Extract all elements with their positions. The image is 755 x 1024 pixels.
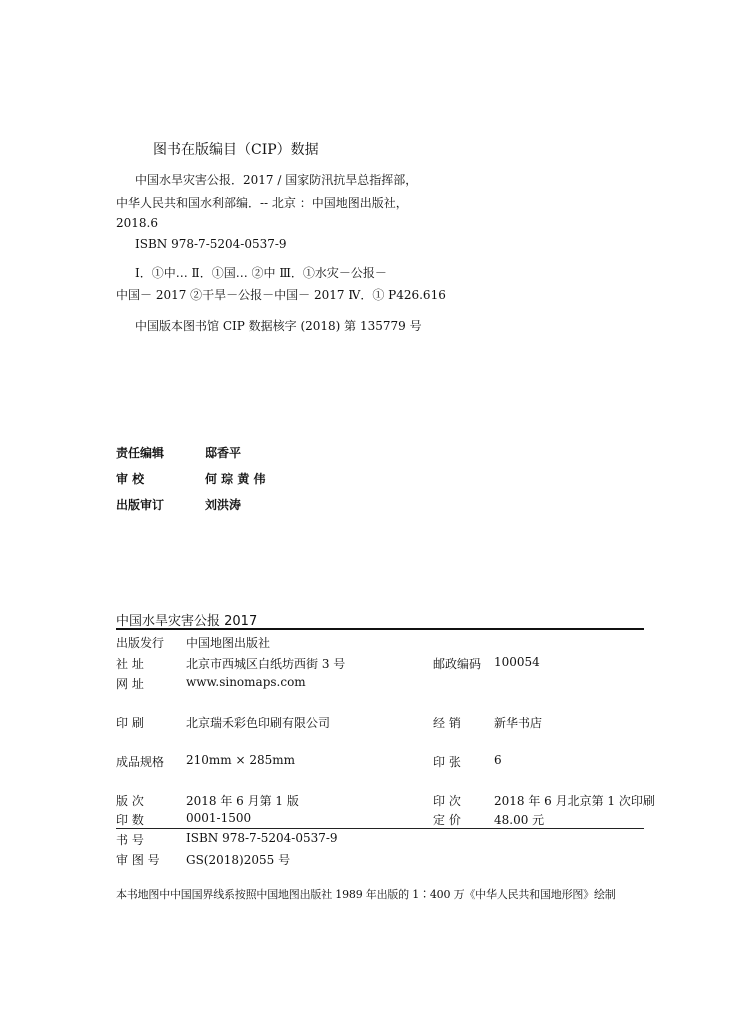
publisher-value: 中国地图出版社 (186, 636, 271, 650)
cip-classification: 中国－ 2017 ②干旱－公报－中国－ 2017 Ⅳ．① P426.616 (116, 288, 446, 302)
cip-classification: Ⅰ．①中… Ⅱ．①国… ②中 Ⅲ．①水灾－公报－ (135, 266, 387, 280)
postcode-label: 邮政编码 (433, 657, 482, 671)
staff-names: 邸香平 (205, 446, 242, 460)
staff-role: 责任编辑 (116, 446, 165, 460)
staff-names: 刘洪涛 (205, 498, 242, 512)
website-label: 网 址 (116, 677, 144, 691)
printer-label: 印 刷 (116, 716, 144, 730)
book-title: 中国水旱灾害公报 2017 (116, 614, 258, 629)
cip-isbn: ISBN 978-7-5204-0537-9 (135, 237, 287, 251)
publisher-label: 出版发行 (116, 636, 165, 650)
distributor-value: 新华书店 (494, 716, 543, 730)
printing-value: 2018 年 6 月北京第 1 次印刷 (494, 794, 655, 808)
map-approval-value: GS(2018)2055 号 (186, 853, 291, 867)
website-value: www.sinomaps.com (186, 675, 306, 689)
copies-value: 0001-1500 (186, 811, 252, 825)
isbn-label: 书 号 (116, 833, 144, 847)
postcode-value: 100054 (494, 655, 540, 669)
isbn-value: ISBN 978-7-5204-0537-9 (186, 831, 338, 845)
middle-rule (116, 828, 644, 829)
price-value: 48.00 元 (494, 813, 545, 827)
cip-line: 2018.6 (116, 216, 158, 230)
staff-role: 审 校 (116, 472, 145, 486)
sheets-label: 印 张 (433, 755, 461, 769)
cip-heading: 图书在版编目（CIP）数据 (153, 142, 319, 158)
edition-label: 版 次 (116, 794, 144, 808)
address-value: 北京市西城区白纸坊西街 3 号 (186, 657, 346, 671)
top-rule (116, 628, 644, 630)
printer-value: 北京瑞禾彩色印刷有限公司 (186, 716, 331, 730)
map-approval-label: 审 图 号 (116, 853, 160, 867)
cip-record-number: 中国版本图书馆 CIP 数据核字 (2018) 第 135779 号 (135, 319, 422, 333)
edition-value: 2018 年 6 月第 1 版 (186, 794, 299, 808)
map-boundary-footnote: 本书地图中中国国界线系按照中国地图出版社 1989 年出版的 1∶400 万《中华人民共和国地形图》绘制 (116, 888, 616, 901)
staff-names: 何 琮 黄 伟 (205, 472, 266, 486)
size-value: 210mm × 285mm (186, 753, 296, 767)
address-label: 社 址 (116, 657, 144, 671)
cip-line: 中国水旱灾害公报．2017 ∕ 国家防汛抗旱总指挥部， (135, 173, 418, 187)
cip-line: 中华人民共和国水利部编．-- 北京 ：中国地图出版社， (116, 196, 408, 210)
sheets-value: 6 (494, 753, 502, 767)
copies-label: 印 数 (116, 813, 144, 827)
price-label: 定 价 (433, 813, 461, 827)
distributor-label: 经 销 (433, 716, 461, 730)
printing-label: 印 次 (433, 794, 461, 808)
staff-role: 出版审订 (116, 498, 165, 512)
size-label: 成品规格 (116, 755, 165, 769)
